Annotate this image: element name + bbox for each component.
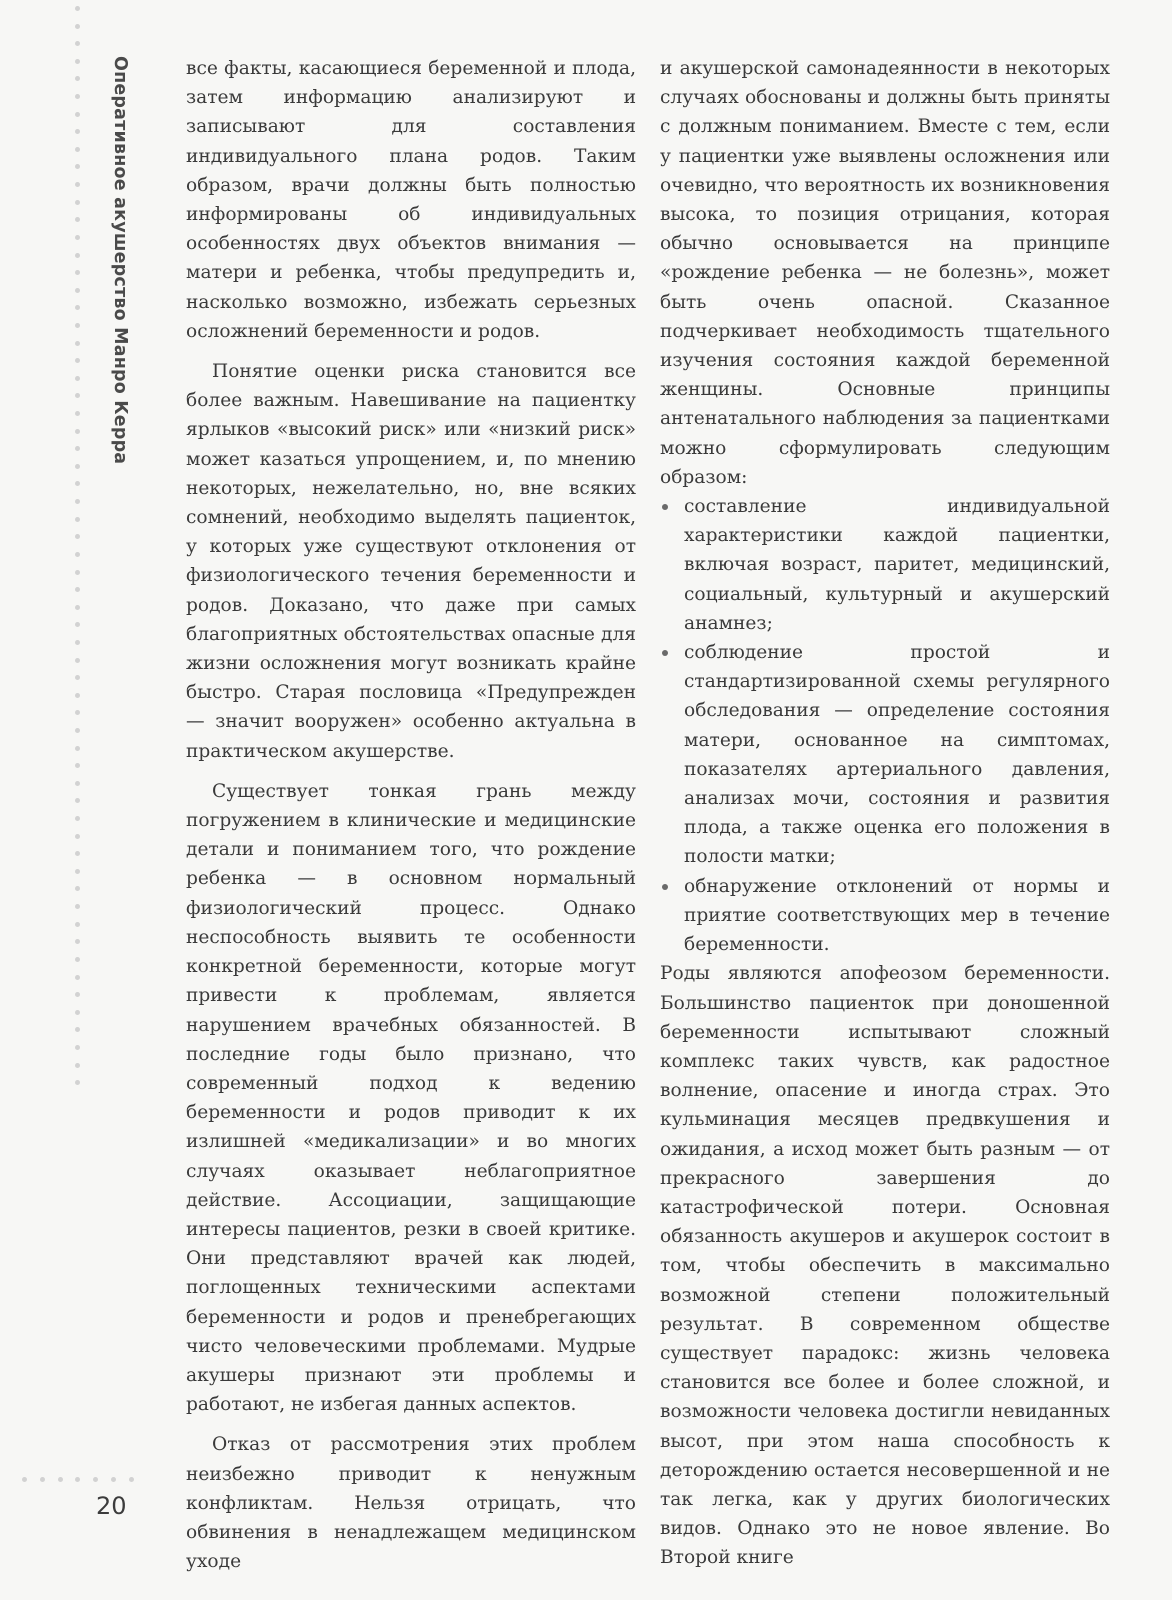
running-head (104, 56, 134, 526)
decorative-dot (75, 6, 80, 11)
decorative-dot (75, 675, 80, 680)
decorative-dot (75, 499, 80, 504)
decorative-dot (75, 464, 80, 469)
decorative-dot (75, 323, 80, 328)
decorative-dot (75, 798, 80, 803)
decorative-dot (75, 1080, 80, 1085)
paragraph: Отказ от рассмотрения этих проблем неизбежно приводит к ненужным конфликтам. Нельзя отрицать, что обвинения в ненадлежащем медицинском уходе (186, 1434, 636, 1573)
decorative-dot (75, 182, 80, 187)
decorative-dot (75, 288, 80, 293)
paragraph: все факты, касающиеся беременной и плода, затем информацию анализируют и записывают для составления индивидуального плана родов. Таким образом, врачи должны быть полностью информированы об индивидуальных особенностях двух объектов внимания — матери и ребенка, чтобы предупредить и, насколько возможно, избежать серьезных осложнений беременности и родов. (186, 58, 636, 342)
decorative-dot (75, 763, 80, 768)
decorative-dot (40, 1477, 45, 1482)
decorative-dot (75, 41, 80, 46)
paragraph: Роды являются апофеозом беременности. Большинство пациенток при доношенной беременности испытывают сложный комплекс таких чувств, как радостное волнение, опасение и иногда страх. Это кульминация месяцев предвкушения и ожидания, а исход может быть разным — от прекрасного завершения до катастрофической потери. Основная обязанность акушеров и акушерок состоит в том, чтобы обеспечить в максимально возможной степени положительный результат. В современном обществе существует парадокс: жизнь человека становится все более и более сложной, и возможности человека достигли невиданных высот, при этом наша способность к деторождению остается несовершенной и не так легка, как у других биологических видов. Однако это не новое явление. Во Второй книге (660, 963, 1110, 1569)
decorative-dot (75, 429, 80, 434)
decorative-dot (111, 1477, 116, 1482)
decorative-dot (75, 253, 80, 258)
decorative-dot (75, 851, 80, 856)
decorative-dot (75, 710, 80, 715)
decorative-dot (75, 781, 80, 786)
paragraph: Понятие оценки риска становится все более важным. Навешивание на пациентку ярлыков «высокий риск» или «низкий риск» может казаться упрощением, и, по мнению некоторых, нежелательно, но, вне всяких сомнений, необходимо выделять пациенток, у которых уже существуют отклонения от физиологического течения беременности и родов. Доказано, что даже при самых благоприятных обстоятельствах опасные для жизни осложнения могут возникать крайне быстро. Старая пословица «Предупрежден — значит вооружен» особенно актуальна в практическом акушерстве. (186, 361, 636, 762)
decorative-dot (75, 605, 80, 610)
bullet-list (660, 492, 1110, 959)
decorative-dot (58, 1477, 63, 1482)
decorative-dot (75, 939, 80, 944)
margin-dot-rule-horizontal (22, 1476, 134, 1482)
decorative-dot (22, 1477, 27, 1482)
page-number: 20 (96, 1492, 127, 1520)
decorative-dot (75, 1045, 80, 1050)
decorative-dot (75, 341, 80, 346)
decorative-dot (75, 305, 80, 310)
decorative-dot (75, 358, 80, 363)
decorative-dot (75, 904, 80, 909)
decorative-dot (75, 147, 80, 152)
paragraph: и акушерской самонадеянности в некоторых случаях обоснованы и должны быть приняты с должным пониманием. Вместе с тем, если у пациентки уже выявлены осложнения или очевидно, что вероятность их возникновения высока, то позиция отрицания, которая обычно основывается на принципе «рождение ребенка — не болезнь», может быть очень опасной. Сказанное подчеркивает необходимость тщательного изучения состояния каждой беременной женщины. Основные принципы антенатального наблюдения за пациентками можно сформулировать следующим образом: (660, 58, 1110, 488)
decorative-dot (75, 834, 80, 839)
list-item: составление индивидуальной характеристики каждой пациентки, включая возраст, паритет, медицинский, социальный, культурный и акушерский анамнез; (660, 492, 1110, 638)
decorative-dot (75, 728, 80, 733)
list-item: соблюдение простой и стандартизированной схемы регулярного обследования — определение состояния матери, основанное на симптомах, показателях артериального давления, анализах мочи, состояния и развития плода, а также оценка его положения в полости матки; (660, 638, 1110, 872)
decorative-dot (75, 1027, 80, 1032)
decorative-dot (75, 640, 80, 645)
decorative-dot (75, 411, 80, 416)
decorative-dot (75, 446, 80, 451)
decorative-dot (75, 1477, 80, 1482)
decorative-dot (75, 200, 80, 205)
decorative-dot (75, 693, 80, 698)
decorative-dot (75, 76, 80, 81)
decorative-dot (75, 658, 80, 663)
decorative-dot (75, 1063, 80, 1068)
paragraph: Существует тонкая грань между погружением в клинические и медицинские детали и пониманием того, что рождение ребенка — в основном нормальный физиологический процесс. Однако неспособность выявить те особенности конкретной беременности, которые могут привести к проблемам, является нарушением врачебных обязанностей. В последние годы было признано, что современный подход к ведению беременности и родов приводит к их излишней «медикализации» и во многих случаях оказывает неблагоприятное действие. Ассоциации, защищающие интересы пациентов, резки в своей критике. Они представляют врачей как людей, поглощенных техническими аспектами беременности и родов и пренебрегающих чисто человеческими проблемами. Мудрые акушеры признают эти проблемы и работают, не избегая данных аспектов. (186, 780, 636, 1416)
decorative-dot (75, 552, 80, 557)
decorative-dot (75, 235, 80, 240)
decorative-dot (75, 869, 80, 874)
decorative-dot (75, 975, 80, 980)
decorative-dot (75, 217, 80, 222)
decorative-dot (75, 393, 80, 398)
decorative-dot (75, 270, 80, 275)
decorative-dot (75, 59, 80, 64)
decorative-dot (75, 816, 80, 821)
margin-dot-rule-vertical (73, 6, 81, 1086)
decorative-dot (75, 957, 80, 962)
text-column-right (660, 54, 1110, 1573)
decorative-dot (75, 922, 80, 927)
text-column-left (186, 54, 636, 1576)
decorative-dot (75, 129, 80, 134)
decorative-dot (129, 1477, 134, 1482)
list-item: обнаружение отклонений от нормы и приятие соответствующих мер в течение беременности. (660, 872, 1110, 960)
decorative-dot (75, 622, 80, 627)
decorative-dot (75, 112, 80, 117)
decorative-dot (75, 992, 80, 997)
decorative-dot (75, 481, 80, 486)
decorative-dot (93, 1477, 98, 1482)
decorative-dot (75, 587, 80, 592)
decorative-dot (75, 517, 80, 522)
running-head-title: Оперативное акушерство Манро Керра (110, 56, 130, 465)
decorative-dot (75, 164, 80, 169)
decorative-dot (75, 24, 80, 29)
decorative-dot (75, 746, 80, 751)
decorative-dot (75, 1010, 80, 1015)
decorative-dot (75, 94, 80, 99)
decorative-dot (75, 886, 80, 891)
decorative-dot (75, 376, 80, 381)
decorative-dot (75, 570, 80, 575)
decorative-dot (75, 534, 80, 539)
